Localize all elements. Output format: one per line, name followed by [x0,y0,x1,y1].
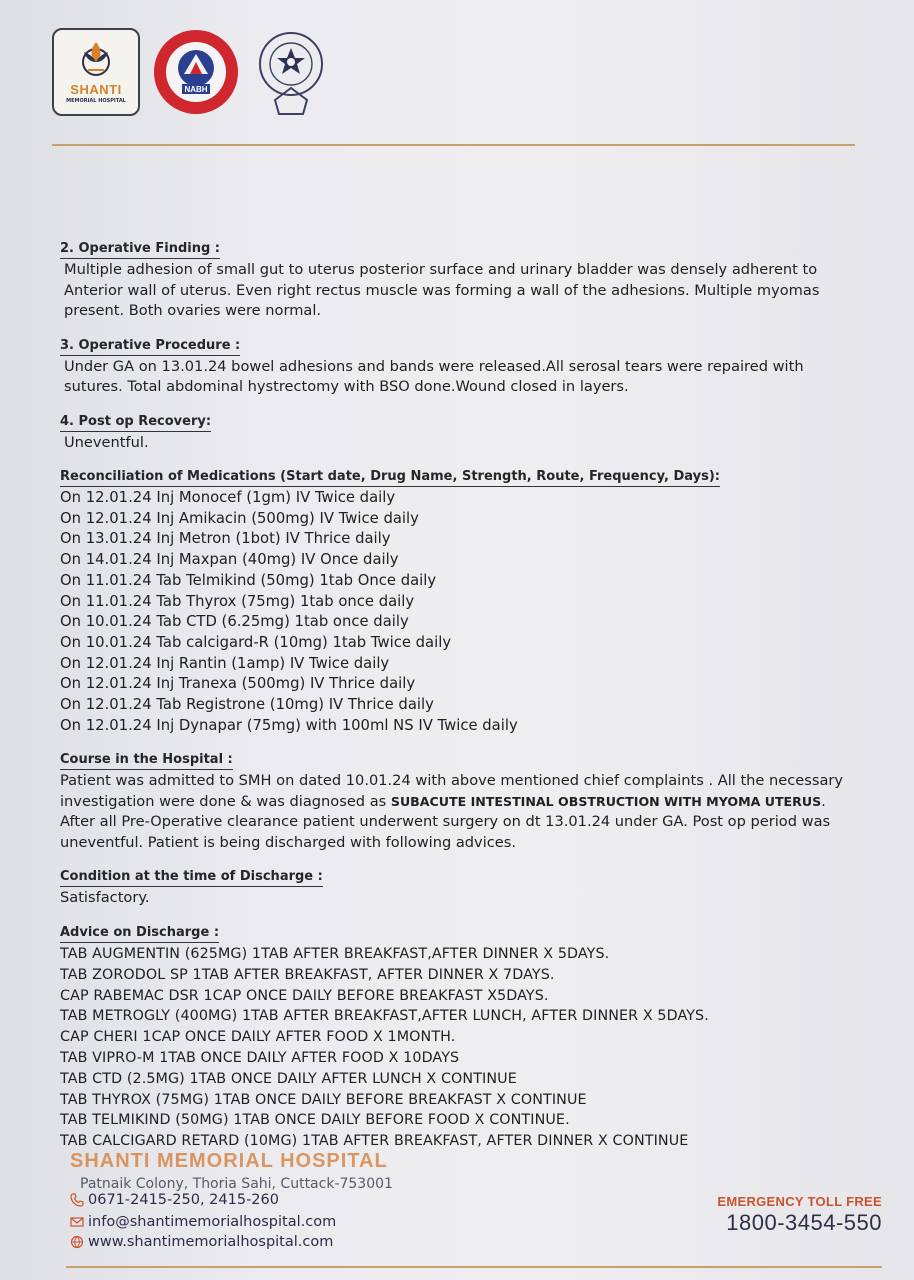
advice-item: TAB THYROX (75MG) 1TAB ONCE DAILY BEFORE BREAKFAST X CONTINUE [60,1091,587,1108]
footer-email[interactable] [70,1214,336,1230]
nabh-accreditation-logo [152,28,240,116]
footer-hospital-name: SHANTI MEMORIAL HOSPITAL [70,1150,388,1172]
condition-text: Satisfactory. [60,889,150,907]
emergency-toll-label: EMERGENCY TOLL FREE [717,1194,882,1209]
medication-item: On 10.01.24 Tab CTD (6.25mg) 1tab once daily [60,613,409,631]
medications-section [60,466,860,736]
medication-item: On 14.01.24 Inj Maxpan (40mg) IV Once daily [60,551,399,569]
operative-procedure-text: Under GA on 13.01.24 bowel adhesions and bands were released.All serosal tears were repaired with sutures. Total abdominal hystrectomy with BSO done.Wound closed in layers. [64,357,804,395]
advice-item: TAB VIPRO-M 1TAB ONCE DAILY AFTER FOOD X 10DAYS [60,1049,460,1066]
advice-item: TAB AUGMENTIN (625MG) 1TAB AFTER BREAKFAST,AFTER DINNER X 5DAYS. [60,945,610,962]
advice-heading: Advice on Discharge : [60,924,219,943]
footer-website[interactable] [70,1234,333,1250]
advice-item: TAB CTD (2.5MG) 1TAB ONCE DAILY AFTER LUNCH X CONTINUE [60,1070,517,1087]
medication-item: On 12.01.24 Inj Dynapar (75mg) with 100ml NS IV Twice daily [60,716,518,734]
emergency-toll-number[interactable]: 1800-3454-550 [726,1210,882,1235]
medication-item: On 12.01.24 Tab Registrone (10mg) IV Thrice daily [60,696,434,714]
footer-phone [70,1192,279,1208]
advice-section [60,922,860,1152]
shanti-hospital-logo [52,28,140,116]
nabh-label: NABH [184,85,208,94]
advice-item: TAB CALCIGARD RETARD (10MG) 1TAB AFTER BREAKFAST, AFTER DINNER X CONTINUE [60,1133,689,1150]
course-section [60,749,860,853]
advice-item: TAB TELMIKIND (50MG) 1TAB ONCE DAILY BEFORE FOOD X CONTINUE. [60,1112,570,1129]
operative-procedure-section [60,335,860,398]
medications-heading: Reconciliation of Medications (Start date, Drug Name, Strength, Route, Frequency, Days): [60,468,720,487]
advice-item: TAB METROGLY (400MG) 1TAB AFTER BREAKFAST,AFTER LUNCH, AFTER DINNER X 5DAYS. [60,1008,709,1025]
government-seal-logo [257,30,325,118]
medication-item: On 12.01.24 Inj Tranexa (500mg) IV Thrice daily [60,675,416,693]
course-text-end: . After all Pre-Operative clearance patient underwent surgery on dt 13.01.24 under GA. Post op period was uneventful. Patient is being discharged with following advices. [60,792,831,851]
condition-section [60,866,860,909]
shanti-sub-text: MEMORIAL HOSPITAL [66,98,126,104]
course-text [60,771,860,853]
phone-text: 0671-2415-250, 2415-260 [88,1192,279,1208]
phone-icon [70,1193,84,1207]
advice-item: TAB ZORODOL SP 1TAB AFTER BREAKFAST, AFTER DINNER X 7DAYS. [60,966,555,983]
mail-icon [70,1215,84,1229]
medication-item: On 12.01.24 Inj Amikacin (500mg) IV Twice daily [60,509,419,527]
medication-item: On 12.01.24 Inj Rantin (1amp) IV Twice daily [60,654,390,672]
medication-item: On 12.01.24 Inj Monocef (1gm) IV Twice daily [60,489,396,506]
course-text-start: Patient was admitted to SMH on dated 10.01.24 with above mentioned chief complaints . All the necessary investigation were done & was diagnosed as [60,772,844,810]
medication-item: On 10.01.24 Tab calcigard-R (10mg) 1tab Twice daily [60,633,452,651]
operative-finding-text: Multiple adhesion of small gut to uterus posterior surface and urinary bladder was densely adherent to Anterior wall of uterus. Even right rectus muscle was forming a wall of the adhesions. Multiple myomas present. Both ovaries were normal. [64,261,820,319]
email-text[interactable]: info@shantimemorialhospital.com [88,1214,337,1230]
advice-item: CAP RABEMAC DSR 1CAP ONCE DAILY BEFORE BREAKFAST X5DAYS. [60,987,549,1004]
footer-divider [66,1266,882,1268]
header-divider [52,144,855,146]
medication-item: On 13.01.24 Inj Metron (1bot) IV Thrice daily [60,530,391,548]
course-heading: Course in the Hospital : [60,751,233,770]
post-op-text: Uneventful. [64,433,149,451]
post-op-section [60,411,860,454]
diagnosis-text: SUBACUTE INTESTINAL OBSTRUCTION WITH MYOMA UTERUS [390,793,822,809]
operative-finding-heading: 2. Operative Finding : [60,240,220,259]
document-body [60,238,860,1165]
condition-heading: Condition at the time of Discharge : [60,868,323,887]
operative-finding-section [60,238,860,322]
footer-address: Patnaik Colony, Thoria Sahi, Cuttack-753001 [80,1176,393,1192]
medication-item: On 11.01.24 Tab Telmikind (50mg) 1tab Once daily [60,571,437,589]
globe-icon [70,1235,84,1249]
page-footer [0,1140,914,1280]
operative-procedure-heading: 3. Operative Procedure : [60,337,240,356]
post-op-heading: 4. Post op Recovery: [60,413,211,432]
medication-item: On 11.01.24 Tab Thyrox (75mg) 1tab once daily [60,592,415,610]
shanti-brand-text: SHANTI [70,82,122,97]
advice-item: CAP CHERI 1CAP ONCE DAILY AFTER FOOD X 1MONTH. [60,1029,456,1046]
lotus-emblem-icon [76,36,116,80]
website-text[interactable]: www.shantimemorialhospital.com [88,1234,334,1250]
